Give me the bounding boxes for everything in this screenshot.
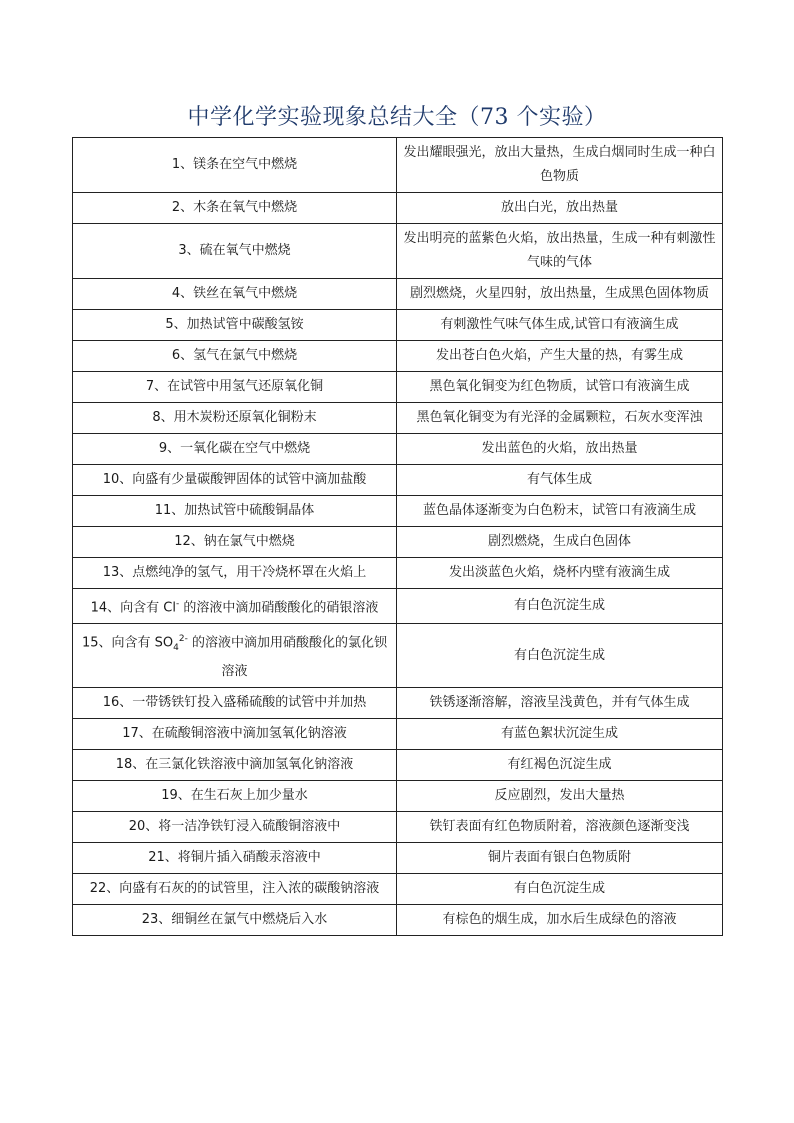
experiment-cell: 11、加热试管中硫酸铜晶体 xyxy=(73,496,397,527)
table-row xyxy=(73,905,723,936)
experiment-cell: 21、将铜片插入硝酸汞溶液中 xyxy=(73,843,397,874)
experiment-text-pre: 15、向含有 SO xyxy=(81,635,174,651)
page-title: 中学化学实验现象总结大全（73 个实验） xyxy=(187,105,607,130)
phenomenon-cell: 有气体生成 xyxy=(397,465,723,496)
phenomenon-cell: 剧烈燃烧，生成白色固体 xyxy=(397,527,723,558)
experiment-cell: 10、向盛有少量碳酸钾固体的试管中滴加盐酸 xyxy=(73,465,397,496)
experiment-cell: 2、木条在氧气中燃烧 xyxy=(73,193,397,224)
phenomenon-cell: 有刺激性气味气体生成,试管口有液滴生成 xyxy=(397,310,723,341)
phenomenon-cell: 有白色沉淀生成 xyxy=(397,874,723,905)
phenomenon-cell: 黑色氧化铜变为红色物质，试管口有液滴生成 xyxy=(397,372,723,403)
experiment-table xyxy=(72,137,723,936)
experiment-cell: 16、一带锈铁钉投入盛稀硫酸的试管中并加热 xyxy=(73,688,397,719)
table-row xyxy=(73,403,723,434)
table-row xyxy=(73,874,723,905)
experiment-cell xyxy=(73,589,397,624)
experiment-cell: 5、加热试管中碳酸氢铵 xyxy=(73,310,397,341)
table-row xyxy=(73,496,723,527)
table-row xyxy=(73,434,723,465)
phenomenon-cell: 反应剧烈，发出大量热 xyxy=(397,781,723,812)
phenomenon-cell: 黑色氧化铜变为有光泽的金属颗粒，石灰水变浑浊 xyxy=(397,403,723,434)
phenomenon-cell: 发出蓝色的火焰，放出热量 xyxy=(397,434,723,465)
table-row xyxy=(73,138,723,193)
experiment-cell xyxy=(73,624,397,688)
experiment-cell: 23、细铜丝在氯气中燃烧后入水 xyxy=(73,905,397,936)
table-row xyxy=(73,781,723,812)
phenomenon-cell: 剧烈燃烧，火星四射，放出热量，生成黑色固体物质 xyxy=(397,279,723,310)
table-row xyxy=(73,843,723,874)
ion-charge-superscript: - xyxy=(175,599,180,609)
table-row xyxy=(73,812,723,843)
experiment-cell: 20、将一洁净铁钉浸入硫酸铜溶液中 xyxy=(73,812,397,843)
table-row xyxy=(73,624,723,688)
experiment-cell: 3、硫在氧气中燃烧 xyxy=(73,224,397,279)
experiment-cell: 9、一氧化碳在空气中燃烧 xyxy=(73,434,397,465)
table-row xyxy=(73,279,723,310)
table-row xyxy=(73,224,723,279)
phenomenon-cell: 发出淡蓝色火焰，烧杯内壁有液滴生成 xyxy=(397,558,723,589)
experiment-cell: 12、钠在氯气中燃烧 xyxy=(73,527,397,558)
phenomenon-cell: 放出白光，放出热量 xyxy=(397,193,723,224)
ion-subscript: 4 xyxy=(173,643,179,654)
experiment-cell: 7、在试管中用氢气还原氧化铜 xyxy=(73,372,397,403)
table-row xyxy=(73,527,723,558)
table-row xyxy=(73,193,723,224)
experiment-cell: 19、在生石灰上加少量水 xyxy=(73,781,397,812)
table-row xyxy=(73,750,723,781)
phenomenon-cell: 铁锈逐渐溶解，溶液呈浅黄色，并有气体生成 xyxy=(397,688,723,719)
experiment-cell: 6、氢气在氯气中燃烧 xyxy=(73,341,397,372)
experiment-cell: 18、在三氯化铁溶液中滴加氢氧化钠溶液 xyxy=(73,750,397,781)
experiment-cell: 4、铁丝在氧气中燃烧 xyxy=(73,279,397,310)
phenomenon-cell: 铁钉表面有红色物质附着，溶液颜色逐渐变浅 xyxy=(397,812,723,843)
phenomenon-cell: 铜片表面有银白色物质附 xyxy=(397,843,723,874)
table-row xyxy=(73,688,723,719)
experiment-text-pre: 14、向含有 Cl xyxy=(90,600,176,616)
experiment-cell: 13、点燃纯净的氢气，用干冷烧杯罩在火焰上 xyxy=(73,558,397,589)
phenomenon-cell: 有蓝色絮状沉淀生成 xyxy=(397,719,723,750)
table-row xyxy=(73,558,723,589)
experiment-text-post: 的溶液中滴加硝酸酸化的硝银溶液 xyxy=(179,600,379,616)
table-row xyxy=(73,465,723,496)
table-row xyxy=(73,372,723,403)
phenomenon-cell: 有白色沉淀生成 xyxy=(397,624,723,688)
experiment-cell: 22、向盛有石灰的的试管里，注入浓的碳酸钠溶液 xyxy=(73,874,397,905)
experiment-text-post: 的溶液中滴加用硝酸酸化的氯化钡溶液 xyxy=(187,635,388,680)
phenomenon-cell: 有棕色的烟生成，加水后生成绿色的溶液 xyxy=(397,905,723,936)
table-row xyxy=(73,341,723,372)
table-row xyxy=(73,719,723,750)
phenomenon-cell: 有红褐色沉淀生成 xyxy=(397,750,723,781)
phenomenon-cell: 发出耀眼强光，放出大量热，生成白烟同时生成一种白色物质 xyxy=(397,138,723,193)
experiment-cell: 17、在硫酸铜溶液中滴加氢氧化钠溶液 xyxy=(73,719,397,750)
experiment-cell: 8、用木炭粉还原氧化铜粉末 xyxy=(73,403,397,434)
table-row xyxy=(73,589,723,624)
table-row xyxy=(73,310,723,341)
phenomenon-cell: 发出苍白色火焰，产生大量的热，有雾生成 xyxy=(397,341,723,372)
phenomenon-cell: 有白色沉淀生成 xyxy=(397,589,723,624)
experiment-cell: 1、镁条在空气中燃烧 xyxy=(73,138,397,193)
ion-charge-superscript: 2- xyxy=(178,634,188,645)
phenomenon-cell: 发出明亮的蓝紫色火焰，放出热量，生成一种有刺激性气味的气体 xyxy=(397,224,723,279)
phenomenon-cell: 蓝色晶体逐渐变为白色粉末，试管口有液滴生成 xyxy=(397,496,723,527)
